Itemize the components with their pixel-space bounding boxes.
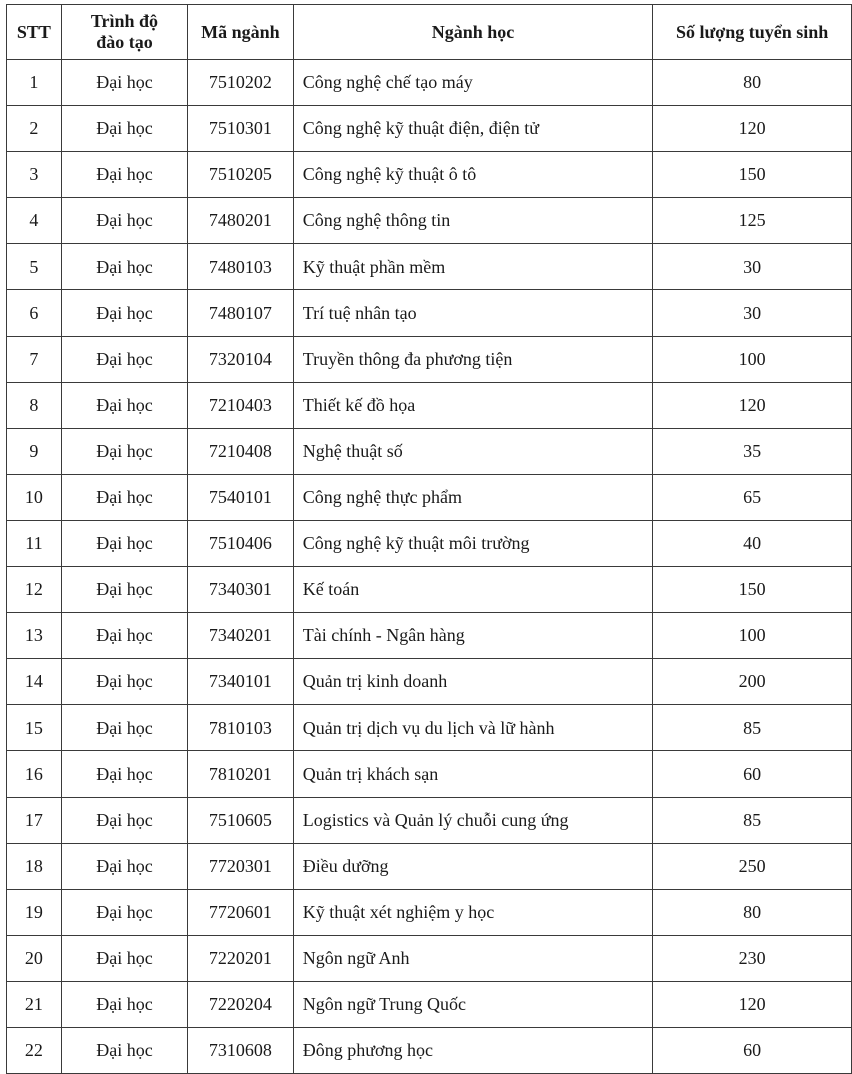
cell-major-code: 7810103 (188, 705, 294, 751)
cell-major-code: 7540101 (188, 474, 294, 520)
cell-training-level: Đại học (61, 290, 187, 336)
table-row (7, 336, 852, 382)
cell-major-code: 7720601 (188, 889, 294, 935)
cell-stt: 1 (7, 60, 62, 106)
cell-stt: 13 (7, 613, 62, 659)
cell-major-code: 7810201 (188, 751, 294, 797)
header-training-level (61, 5, 187, 60)
cell-training-level: Đại học (61, 751, 187, 797)
table-row (7, 106, 852, 152)
table-row (7, 705, 852, 751)
cell-training-level: Đại học (61, 474, 187, 520)
cell-quota: 120 (653, 382, 852, 428)
cell-major: Nghệ thuật số (293, 428, 653, 474)
table-row (7, 659, 852, 705)
cell-major: Ngôn ngữ Anh (293, 935, 653, 981)
table-body (7, 60, 852, 1074)
cell-quota: 80 (653, 889, 852, 935)
table-header (7, 5, 852, 60)
cell-quota: 60 (653, 1027, 852, 1073)
table-row (7, 751, 852, 797)
admissions-table (6, 4, 852, 1074)
cell-stt: 2 (7, 106, 62, 152)
cell-major-code: 7310608 (188, 1027, 294, 1073)
cell-stt: 21 (7, 981, 62, 1027)
cell-quota: 150 (653, 567, 852, 613)
cell-major: Quản trị khách sạn (293, 751, 653, 797)
cell-stt: 3 (7, 152, 62, 198)
table-row (7, 843, 852, 889)
cell-training-level: Đại học (61, 152, 187, 198)
cell-stt: 8 (7, 382, 62, 428)
cell-quota: 40 (653, 520, 852, 566)
table-row (7, 520, 852, 566)
header-training-level-line2: đào tạo (96, 32, 153, 52)
cell-major: Quản trị kinh doanh (293, 659, 653, 705)
cell-quota: 120 (653, 981, 852, 1027)
cell-quota: 35 (653, 428, 852, 474)
cell-major: Quản trị dịch vụ du lịch và lữ hành (293, 705, 653, 751)
cell-major-code: 7320104 (188, 336, 294, 382)
cell-major-code: 7480107 (188, 290, 294, 336)
cell-major: Truyền thông đa phương tiện (293, 336, 653, 382)
cell-major-code: 7340201 (188, 613, 294, 659)
cell-stt: 11 (7, 520, 62, 566)
cell-training-level: Đại học (61, 336, 187, 382)
cell-training-level: Đại học (61, 1027, 187, 1073)
cell-stt: 22 (7, 1027, 62, 1073)
cell-major-code: 7510205 (188, 152, 294, 198)
table-row (7, 797, 852, 843)
table-row (7, 382, 852, 428)
cell-major: Thiết kế đồ họa (293, 382, 653, 428)
cell-stt: 17 (7, 797, 62, 843)
cell-major: Kỹ thuật phần mềm (293, 244, 653, 290)
cell-major: Đông phương học (293, 1027, 653, 1073)
cell-major: Công nghệ kỹ thuật điện, điện tử (293, 106, 653, 152)
cell-major-code: 7510301 (188, 106, 294, 152)
cell-major-code: 7210408 (188, 428, 294, 474)
cell-major: Điều dưỡng (293, 843, 653, 889)
table-row (7, 290, 852, 336)
table-row (7, 889, 852, 935)
cell-major-code: 7510202 (188, 60, 294, 106)
cell-quota: 85 (653, 797, 852, 843)
cell-major-code: 7480201 (188, 198, 294, 244)
cell-training-level: Đại học (61, 520, 187, 566)
cell-training-level: Đại học (61, 198, 187, 244)
cell-quota: 100 (653, 613, 852, 659)
table-row (7, 428, 852, 474)
header-stt: STT (7, 5, 62, 60)
cell-major: Kế toán (293, 567, 653, 613)
cell-quota: 125 (653, 198, 852, 244)
cell-major-code: 7210403 (188, 382, 294, 428)
cell-stt: 14 (7, 659, 62, 705)
cell-stt: 5 (7, 244, 62, 290)
cell-training-level: Đại học (61, 889, 187, 935)
cell-training-level: Đại học (61, 428, 187, 474)
cell-major: Công nghệ kỹ thuật môi trường (293, 520, 653, 566)
cell-stt: 12 (7, 567, 62, 613)
cell-major-code: 7340101 (188, 659, 294, 705)
cell-quota: 60 (653, 751, 852, 797)
cell-major-code: 7340301 (188, 567, 294, 613)
table-row (7, 244, 852, 290)
cell-major: Ngôn ngữ Trung Quốc (293, 981, 653, 1027)
table-row (7, 981, 852, 1027)
cell-major-code: 7510605 (188, 797, 294, 843)
cell-stt: 9 (7, 428, 62, 474)
cell-major: Công nghệ chế tạo máy (293, 60, 653, 106)
cell-quota: 250 (653, 843, 852, 889)
cell-training-level: Đại học (61, 843, 187, 889)
cell-major: Công nghệ thông tin (293, 198, 653, 244)
cell-training-level: Đại học (61, 60, 187, 106)
cell-stt: 16 (7, 751, 62, 797)
header-training-level-line1: Trình độ (90, 11, 159, 32)
cell-quota: 230 (653, 935, 852, 981)
cell-major-code: 7220204 (188, 981, 294, 1027)
cell-major-code: 7220201 (188, 935, 294, 981)
header-major-code: Mã ngành (188, 5, 294, 60)
cell-quota: 150 (653, 152, 852, 198)
cell-quota: 200 (653, 659, 852, 705)
table-row (7, 567, 852, 613)
cell-training-level: Đại học (61, 244, 187, 290)
table-row (7, 474, 852, 520)
cell-major: Công nghệ thực phẩm (293, 474, 653, 520)
cell-stt: 7 (7, 336, 62, 382)
cell-training-level: Đại học (61, 705, 187, 751)
table-row (7, 60, 852, 106)
table-row (7, 1027, 852, 1073)
cell-quota: 85 (653, 705, 852, 751)
cell-stt: 20 (7, 935, 62, 981)
cell-major: Logistics và Quản lý chuỗi cung ứng (293, 797, 653, 843)
cell-stt: 19 (7, 889, 62, 935)
cell-quota: 30 (653, 244, 852, 290)
cell-major-code: 7510406 (188, 520, 294, 566)
cell-quota: 100 (653, 336, 852, 382)
cell-training-level: Đại học (61, 613, 187, 659)
cell-training-level: Đại học (61, 382, 187, 428)
cell-major: Công nghệ kỹ thuật ô tô (293, 152, 653, 198)
cell-stt: 4 (7, 198, 62, 244)
cell-stt: 15 (7, 705, 62, 751)
cell-training-level: Đại học (61, 567, 187, 613)
cell-quota: 65 (653, 474, 852, 520)
cell-training-level: Đại học (61, 935, 187, 981)
cell-major: Tài chính - Ngân hàng (293, 613, 653, 659)
cell-training-level: Đại học (61, 659, 187, 705)
cell-training-level: Đại học (61, 106, 187, 152)
cell-major: Trí tuệ nhân tạo (293, 290, 653, 336)
header-major: Ngành học (293, 5, 653, 60)
cell-training-level: Đại học (61, 981, 187, 1027)
table-row (7, 152, 852, 198)
cell-quota: 30 (653, 290, 852, 336)
table-row (7, 613, 852, 659)
cell-stt: 10 (7, 474, 62, 520)
cell-quota: 80 (653, 60, 852, 106)
cell-training-level: Đại học (61, 797, 187, 843)
header-row (7, 5, 852, 60)
table-row (7, 935, 852, 981)
cell-stt: 6 (7, 290, 62, 336)
table-row (7, 198, 852, 244)
cell-major-code: 7480103 (188, 244, 294, 290)
cell-stt: 18 (7, 843, 62, 889)
cell-major-code: 7720301 (188, 843, 294, 889)
cell-major: Kỹ thuật xét nghiệm y học (293, 889, 653, 935)
header-quota: Số lượng tuyển sinh (653, 5, 852, 60)
cell-quota: 120 (653, 106, 852, 152)
